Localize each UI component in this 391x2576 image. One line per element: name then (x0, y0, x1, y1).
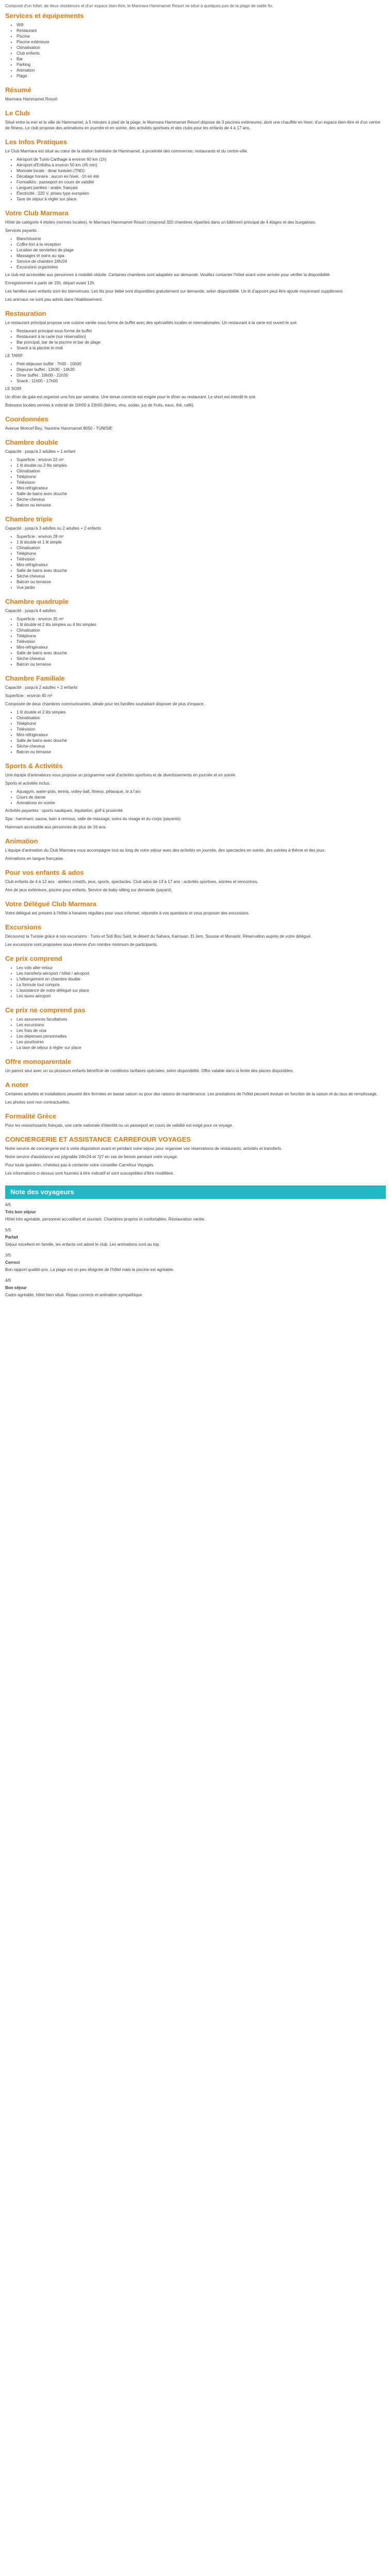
list-item: • Téléphone (17, 551, 386, 556)
list-item: • Sèche-cheveux (17, 743, 386, 749)
list-item: • Restaurant (17, 28, 386, 33)
list-item: • Les dépenses personnelles (17, 1033, 386, 1039)
list-item: • Langues parlées : arabe, français (17, 185, 386, 191)
bullet-list (5, 965, 386, 999)
list-item: • Snack : 11h00 - 17h00 (17, 378, 386, 384)
list-item: • Animations en soirée (17, 800, 386, 806)
list-item: • Balcon ou terrasse (17, 579, 386, 585)
review-title: Très bon séjour (5, 1210, 36, 1214)
section-title-coordonnees: Coordonnées (5, 415, 48, 423)
list-item: • Sèche-cheveux (17, 497, 386, 502)
list-item: • Mini-réfrigérateur (17, 485, 386, 491)
section-title-restauration: Restauration (5, 310, 46, 317)
list-item: • Restaurant principal sous forme de buffet (17, 328, 386, 334)
list-item: • Piscine extérieure (17, 39, 386, 45)
section-title-chambre-triple: Chambre triple (5, 515, 53, 523)
paragraph: Sports et activités inclus : (5, 781, 52, 786)
paragraph: Les excursions sont proposées sous réserve d'un nombre minimum de participants. (5, 942, 158, 947)
intro-text: Composé d'un hôtel, de deux résidences et d'un espace bien-être, le Marmara Hammamet Resort se situe à quelques pas de la plage de sable fin. (5, 4, 273, 8)
list-item: • Climatisation (17, 545, 386, 551)
paragraph: Le restaurant principal propose une cuisine variée sous forme de buffet avec des spécialités locales et internationales. Un restaurant à la carte est ouvert le soir. (5, 320, 298, 325)
section-title-a-noter: A noter (5, 1081, 29, 1089)
paragraph: Les animaux ne sont pas admis dans l'établissement. (5, 297, 103, 302)
list-item: • Sèche-cheveux (17, 573, 386, 579)
section-title-ce-prix-comprend: Ce prix comprend (5, 955, 62, 962)
list-item: • 1 lit double et 2 lits simples (17, 709, 386, 715)
list-item: • Salle de bains avec douche (17, 491, 386, 497)
bullet-list (5, 709, 386, 755)
list-item: • Aéroport de Tunis-Carthage à environ 60 km (1h) (17, 157, 386, 162)
paragraph: Aire de jeux extérieure, piscine pour enfants. Service de baby-sitting sur demande (payant). (5, 888, 173, 892)
section-title-pour-vos-enfants-ados: Pour vos enfants & ados (5, 869, 84, 876)
list-item: • Aéroport d'Enfidha à environ 50 km (45 min) (17, 162, 386, 168)
sections-container (5, 12, 386, 1176)
reviews-header: Note des voyageurs (5, 1185, 386, 1199)
list-item: • Balcon ou terrasse (17, 502, 386, 508)
list-item: • Les frais de visa (17, 1028, 386, 1033)
section-title-le-club: Le Club (5, 109, 30, 117)
list-item: • Club enfants (17, 50, 386, 56)
paragraph: Hammam accessible aux personnes de plus de 16 ans. (5, 825, 107, 829)
list-item: • Télévision (17, 556, 386, 562)
list-item: • Mini-réfrigérateur (17, 562, 386, 568)
review-title: Parfait (5, 1235, 18, 1240)
list-item: • 1 lit double et 1 lit simple (17, 539, 386, 545)
list-item: • Coffre-fort à la réception (17, 242, 386, 247)
list-item: • Télévision (17, 480, 386, 485)
section-title-resume: Résumé (5, 86, 31, 94)
list-item: • Les taxes aéroport (17, 993, 386, 999)
paragraph: Hôtel de catégorie 4 étoiles (normes locales), le Marmara Hammamet Resort comprend 320 chambres réparties dans un bâtiment principal de 4 étages et des bungalows. (5, 220, 316, 225)
paragraph: Composée de deux chambres communicantes, idéale pour les familles souhaitant disposer de plus d'espace. (5, 702, 205, 706)
bullet-list (5, 157, 386, 202)
review-rating: 4/5 (5, 1278, 11, 1283)
paragraph: Activités payantes : sports nautiques, équitation, golf à proximité. (5, 808, 124, 813)
paragraph: Club enfants de 4 à 12 ans : ateliers créatifs, jeux, sports, spectacles. Club ados de 13 à 17 ans : activités sportives, soirées et rencontres. (5, 879, 258, 884)
list-item: • Monnaie locale : dinar tunisien (TND) (17, 168, 386, 174)
list-item: • Téléphone (17, 474, 386, 480)
list-item: • Télévision (17, 639, 386, 645)
list-item: • Les vols aller-retour (17, 965, 386, 971)
paragraph: Notre service de conciergerie est à votre disposition avant et pendant votre séjour pour organiser vos réservations de restaurants, activités et transferts. (5, 1146, 283, 1151)
list-item: • Mini-réfrigérateur (17, 732, 386, 738)
section-title-sports-activites: Sports & Activités (5, 762, 63, 770)
review-text: Bon rapport qualité-prix. La plage est un peu éloignée de l'hôtel mais la piscine est agréable. (5, 1267, 174, 1272)
paragraph: Notre service d'assistance est joignable 24h/24 et 7j/7 en cas de besoin pendant votre voyage. (5, 1155, 178, 1159)
review-text: Séjour excellent en famille, les enfants ont adoré le club. Les animations sont au top. (5, 1242, 160, 1247)
paragraph: Votre délégué est présent à l'hôtel à horaires réguliers pour vous informer, répondre à vos questions et vous proposer des excursions. (5, 911, 250, 916)
reviews-container (5, 1202, 386, 1298)
list-item: • Superficie : environ 35 m² (17, 616, 386, 622)
section-title-conciergerie-et-assistance-carrefour-voyages: CONCIERGERIE ET ASSISTANCE CARREFOUR VOYAGES (5, 1136, 191, 1143)
list-item: • Les transferts aéroport / hôtel / aéroport (17, 971, 386, 976)
review-rating: 5/5 (5, 1228, 11, 1232)
list-item: • Télévision (17, 726, 386, 732)
list-item: • Climatisation (17, 628, 386, 633)
list-item: • Sèche-cheveux (17, 656, 386, 662)
paragraph: Un dîner de gala est organisé une fois par semaine. Une tenue correcte est exigée pour le dîner au restaurant. Le short est interdit le soir. (5, 395, 256, 399)
list-item: • Excursions organisées (17, 264, 386, 270)
review-text: Cadre agréable, hôtel bien situé. Repas corrects et animation sympathique. (5, 1293, 143, 1297)
list-item: • La formule tout compris (17, 982, 386, 988)
list-item: • L'assistance de notre délégué sur place (17, 988, 386, 993)
paragraph: Avenue Moncef Bey, Yasmine Hammamet 8050 - TUNISIE (5, 426, 112, 431)
list-item: • Électricité : 220 V, prises type européen (17, 191, 386, 196)
paragraph: Les photos sont non contractuelles. (5, 1100, 70, 1105)
section-title-votre-delegue-club-marmara: Votre Délégué Club Marmara (5, 900, 96, 908)
list-item: • Aquagym, water-polo, tennis, volley-ball, fitness, pétanque, tir à l'arc (17, 789, 386, 794)
paragraph: Animations en langue française. (5, 856, 64, 861)
list-item: • Petit-déjeuner buffet : 7h00 - 10h00 (17, 361, 386, 367)
list-item: • Balcon ou terrasse (17, 749, 386, 755)
paragraph: Superficie : environ 40 m² (5, 693, 53, 698)
bullet-list (5, 534, 386, 590)
list-item: • Climatisation (17, 45, 386, 50)
list-item: • Mini-réfrigérateur (17, 645, 386, 650)
list-item: • Les pourboires (17, 1039, 386, 1045)
list-item: • Superficie : environ 28 m² (17, 534, 386, 539)
section-title-chambre-familiale: Chambre Familiale (5, 674, 65, 682)
paragraph: Enregistrement à partir de 15h, départ avant 12h. (5, 281, 95, 285)
list-item: • Parking (17, 62, 386, 67)
section-title-animation: Animation (5, 837, 38, 845)
paragraph: Pour les ressortissants français, une carte nationale d'identité ou un passeport en cours de validité est exigé pour ce voyage. (5, 1123, 233, 1128)
bullet-list (5, 361, 386, 384)
list-item: • Les excursions (17, 1022, 386, 1028)
section-title-offre-monoparentale: Offre monoparentale (5, 1058, 71, 1065)
list-item: • 1 lit double et 2 lits simples ou 4 lits simples (17, 622, 386, 628)
paragraph: L'équipe d'animation du Club Marmara vous accompagne tout au long de votre séjour avec des activités en journée, des spectacles en soirée, des soirées à thème et des jeux. (5, 848, 325, 853)
list-item: • Animation (17, 67, 386, 73)
section-title-services-et-equipements: Services et équipements (5, 12, 84, 20)
paragraph: Capacité : jusqu'à 2 adultes + 2 enfants (5, 685, 78, 690)
review-text: Hôtel très agréable, personnel accueillant et souriant. Chambres propres et confortables. Restauration variée. (5, 1217, 206, 1222)
list-item: • Formalités : passeport en cours de validité (17, 179, 386, 185)
review-item (5, 1202, 386, 1222)
list-item: • Plage (17, 73, 386, 79)
bullet-list (5, 236, 386, 270)
list-item: • Cours de danse (17, 794, 386, 800)
section-title-chambre-quadruple: Chambre quadruple (5, 598, 69, 605)
bullet-list (5, 789, 386, 806)
paragraph: Services payants : (5, 228, 39, 233)
list-item: • Snack à la piscine le midi (17, 345, 386, 351)
list-item: • Déjeuner buffet : 12h30 - 14h30 (17, 367, 386, 372)
list-item: • Salle de bains avec douche (17, 650, 386, 656)
list-item: • Téléphone (17, 633, 386, 639)
paragraph: Pour toute question, n'hésitez pas à contacter votre conseiller Carrefour Voyages. (5, 1163, 155, 1167)
review-title: Bon séjour (5, 1285, 27, 1290)
review-item (5, 1252, 386, 1273)
section-title-chambre-double: Chambre double (5, 438, 58, 446)
section-title-formalite-grece: Formalité Grèce (5, 1112, 56, 1120)
review-rating: 3/5 (5, 1253, 11, 1258)
paragraph: Boissons locales servies à volonté de 10h00 à 23h00 (bières, vins, sodas, jus de fruits, eaux, thé, café). (5, 403, 194, 408)
section-title-votre-club-marmara: Votre Club Marmara (5, 209, 69, 217)
paragraph: Capacité : jusqu'à 4 adultes (5, 608, 56, 613)
bullet-list (5, 328, 386, 351)
list-item: • Climatisation (17, 715, 386, 721)
list-item: • Salle de bains avec douche (17, 738, 386, 743)
paragraph: Marmara Hammamet Resort (5, 97, 58, 101)
list-item: • L'hébergement en chambre double (17, 976, 386, 982)
list-item: • Téléphone (17, 721, 386, 726)
list-item: • Vue jardin (17, 585, 386, 590)
paragraph: Capacité : jusqu'à 2 adultes + 1 enfant (5, 449, 76, 454)
paragraph: LE TARIF (5, 353, 23, 358)
list-item: • Service de chambre 24h/24 (17, 259, 386, 264)
bullet-list (5, 22, 386, 79)
list-item: • Wifi (17, 22, 386, 28)
list-item: • Décalage horaire : aucun en hiver, -1h en été (17, 174, 386, 179)
section-title-ce-prix-ne-comprend-pas: Ce prix ne comprend pas (5, 1006, 86, 1014)
paragraph: Le Club Marmara est situé au cœur de la station balnéaire de Hammamet, à proximité des commerces, restaurants et du centre-ville. (5, 149, 248, 154)
list-item: • Superficie : environ 22 m² (17, 457, 386, 463)
section-title-les-infos-pratiques: Les Infos Pratiques (5, 138, 67, 146)
paragraph: Un parent seul avec un ou plusieurs enfants bénéficie de conditions tarifaires spéciales, selon disponibilité. Offre valable dans la limite des places disponibles. (5, 1069, 294, 1073)
list-item: • Dîner buffet : 19h00 - 21h30 (17, 372, 386, 378)
list-item: • Restaurant à la carte (sur réservation) (17, 334, 386, 340)
review-item (5, 1278, 386, 1298)
paragraph: Spa : hammam, sauna, bain à remous, salle de massage, soins du visage et du corps (payants). (5, 817, 182, 821)
review-item (5, 1227, 386, 1247)
list-item: • Blanchisserie (17, 236, 386, 242)
list-item: • 1 lit double ou 2 lits simples (17, 463, 386, 468)
paragraph: Le club est accessible aux personnes à mobilité réduite. Certaines chambres sont adaptées sur demande. Veuillez contacter l'hôtel avant votre arrivée pour vérifier la disponibilité. (5, 273, 331, 277)
paragraph: LE SOIR (5, 386, 22, 391)
list-item: • Balcon ou terrasse (17, 662, 386, 667)
list-item: • Salle de bains avec douche (17, 568, 386, 573)
list-item: • Massages et soins au spa (17, 253, 386, 259)
list-item: • Taxe de séjour à régler sur place (17, 196, 386, 202)
section-title-excursions: Excursions (5, 923, 42, 931)
paragraph: Situé entre la mer et la ville de Hammamet, à 5 minutes à pied de la plage, le Marmara Hammamet Resort dispose de 3 piscines extérieures, dont une chauffée en hiver, d'un espace bien-être et d'un centre de fitness. Le club propose des animations en journée et en soirée, des activités sportives et des clubs pour les enfants de 4 à 17 ans. (5, 120, 381, 130)
review-rating: 4/5 (5, 1202, 11, 1207)
paragraph: Capacité : jusqu'à 3 adultes ou 2 adultes + 2 enfants (5, 526, 101, 531)
paragraph: Les familles avec enfants sont les bienvenues. Les lits pour bébé sont disponibles gratuitement sur demande, selon disponibilité. Un lit d'appoint peut être ajouté moyennant supplément. (5, 289, 344, 294)
paragraph: Les informations ci-dessus sont fournies à titre indicatif et sont susceptibles d'être modifiées. (5, 1171, 174, 1176)
paragraph: Découvrez la Tunisie grâce à nos excursions : Tunis et Sidi Bou Saïd, le désert du Sahara, Kairouan, El Jem, Sousse et Monastir. Réservation auprès de votre délégué. (5, 934, 312, 939)
list-item: • Piscine (17, 33, 386, 39)
bullet-list (5, 1016, 386, 1050)
list-item: • Les assurances facultatives (17, 1016, 386, 1022)
paragraph: Certaines activités et installations peuvent être fermées en basse saison ou pour des raisons de maintenance. Les prestations de l'hôtel peuvent évoluer en fonction de la saison et du taux de remplissage. (5, 1092, 378, 1096)
list-item: • Bar (17, 56, 386, 62)
bullet-list (5, 616, 386, 667)
list-item: • Location de serviettes de plage (17, 247, 386, 253)
bullet-list (5, 457, 386, 508)
list-item: • Climatisation (17, 468, 386, 474)
review-title: Correct (5, 1260, 20, 1265)
list-item: • Bar principal, bar de la piscine et bar de plage (17, 340, 386, 345)
list-item: • La taxe de séjour à régler sur place (17, 1045, 386, 1050)
paragraph: Une équipe d'animateurs vous propose un programme varié d'activités sportives et de divertissements en journée et en soirée. (5, 773, 237, 777)
